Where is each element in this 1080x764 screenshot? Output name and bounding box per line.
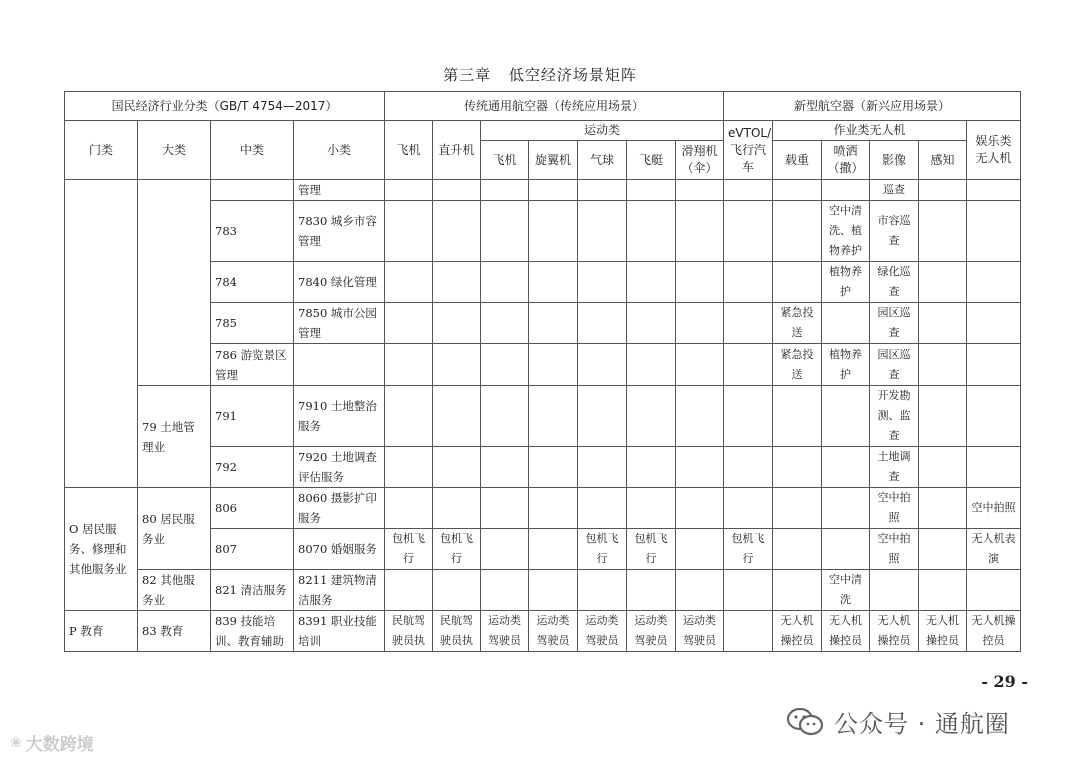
header-cargo: 载重: [773, 141, 822, 180]
watermark-right: [786, 704, 1010, 739]
cell-airship: [627, 303, 676, 344]
cell-zhong: 792: [211, 447, 294, 488]
chapter-label: 第三章: [443, 66, 492, 84]
cell-plane: 民航驾驶员执: [385, 611, 433, 652]
header-drone-ent: [967, 121, 1021, 180]
cell-plane: [385, 447, 433, 488]
cell-rotor: [529, 180, 578, 201]
header-evtol: [724, 121, 773, 180]
cell-heli: [433, 386, 481, 447]
cell-balloon: [578, 303, 627, 344]
cell-ent: 空中拍照: [967, 488, 1021, 529]
cell-airship: [627, 488, 676, 529]
cell-image: 开发勘测、监查: [870, 386, 919, 447]
cell-evtol: [724, 386, 773, 447]
cell-sense: [919, 570, 967, 611]
header-heli: 直升机: [433, 121, 481, 180]
cell-zhong: 839 技能培训、教育辅助: [211, 611, 294, 652]
cell-ent: [967, 447, 1021, 488]
cell-rotor: 运动类驾驶员: [529, 611, 578, 652]
header-new: 新型航空器（新兴应用场景）: [724, 92, 1021, 121]
cell-da: 79 土地管理业: [138, 386, 211, 488]
cell-spray: [822, 488, 870, 529]
cell-sport-plane: 运动类驾驶员: [481, 611, 529, 652]
watermark-left: [10, 730, 94, 755]
table-row: [65, 570, 1021, 611]
cell-spray: [822, 386, 870, 447]
cell-xiao: 7840 绿化管理: [294, 262, 385, 303]
table-row: [65, 488, 1021, 529]
cell-cargo: [773, 386, 822, 447]
cell-cargo: 无人机操控员: [773, 611, 822, 652]
header-sense: 感知: [919, 141, 967, 180]
cell-balloon: [578, 488, 627, 529]
header-glider: [676, 141, 724, 180]
cell-heli: 民航驾驶员执: [433, 611, 481, 652]
header-rotor: 旋翼机: [529, 141, 578, 180]
cell-sense: [919, 262, 967, 303]
cell-airship: 运动类驾驶员: [627, 611, 676, 652]
cell-image: 空中拍照: [870, 529, 919, 570]
cell-sport-plane: [481, 488, 529, 529]
cell-men: O 居民服务、修理和其他服务业: [65, 488, 138, 611]
wechat-icon: [786, 707, 824, 737]
cell-evtol: [724, 570, 773, 611]
cell-zhong: 784: [211, 262, 294, 303]
cell-ent: [967, 201, 1021, 262]
cell-sport-plane: [481, 344, 529, 386]
cell-zhong: [211, 180, 294, 201]
cell-ent: [967, 344, 1021, 386]
cell-plane: [385, 262, 433, 303]
page-title: [0, 64, 1080, 85]
cell-sense: [919, 488, 967, 529]
cell-xiao: [294, 344, 385, 386]
cell-rotor: [529, 570, 578, 611]
cell-cargo: [773, 447, 822, 488]
brand-logo-icon: ❀: [10, 734, 22, 751]
header-evtol-line1: eVTOL/: [728, 125, 772, 140]
cell-glider: [676, 303, 724, 344]
cell-sport-plane: [481, 262, 529, 303]
header-spray-line1: 喷洒: [833, 144, 858, 158]
cell-heli: [433, 344, 481, 386]
cell-glider: [676, 386, 724, 447]
cell-plane: 包机飞行: [385, 529, 433, 570]
cell-ent: 无人机操控员: [967, 611, 1021, 652]
cell-xiao: 8060 摄影扩印服务: [294, 488, 385, 529]
cell-glider: [676, 488, 724, 529]
cell-airship: [627, 201, 676, 262]
cell-cargo: [773, 570, 822, 611]
header-sport: 运动类: [481, 121, 724, 141]
cell-sense: [919, 303, 967, 344]
table-row: [65, 611, 1021, 652]
cell-zhong: 821 清洁服务: [211, 570, 294, 611]
cell-heli: 包机飞行: [433, 529, 481, 570]
cell-balloon: 包机飞行: [578, 529, 627, 570]
cell-balloon: [578, 570, 627, 611]
cell-rotor: [529, 303, 578, 344]
cell-plane: [385, 344, 433, 386]
cell-airship: [627, 344, 676, 386]
cell-sense: [919, 201, 967, 262]
header-xiao: 小类: [294, 121, 385, 180]
cell-balloon: [578, 262, 627, 303]
cell-sport-plane: [481, 180, 529, 201]
cell-spray: [822, 529, 870, 570]
cell-plane: [385, 180, 433, 201]
table-row: [65, 386, 1021, 447]
cell-spray: 空中清洗: [822, 570, 870, 611]
cell-sport-plane: [481, 570, 529, 611]
cell-image: 土地调查: [870, 447, 919, 488]
cell-airship: [627, 570, 676, 611]
cell-balloon: [578, 386, 627, 447]
cell-cargo: [773, 262, 822, 303]
header-glider-line1: 滑翔机: [681, 144, 718, 158]
cell-airship: [627, 447, 676, 488]
cell-cargo: [773, 180, 822, 201]
cell-xiao: 7830 城乡市容管理: [294, 201, 385, 262]
cell-da: 80 居民服务业: [138, 488, 211, 570]
scenario-matrix-table: [64, 91, 1021, 652]
header-plane: 飞机: [385, 121, 433, 180]
cell-glider: [676, 447, 724, 488]
cell-heli: [433, 303, 481, 344]
cell-zhong: 786 游览景区管理: [211, 344, 294, 386]
cell-sport-plane: [481, 201, 529, 262]
cell-sport-plane: [481, 303, 529, 344]
cell-cargo: [773, 488, 822, 529]
header-drone-work: 作业类无人机: [773, 121, 967, 141]
cell-rotor: [529, 262, 578, 303]
cell-plane: [385, 303, 433, 344]
cell-evtol: [724, 262, 773, 303]
cell-spray: 无人机操控员: [822, 611, 870, 652]
header-men: 门类: [65, 121, 138, 180]
cell-heli: [433, 262, 481, 303]
cell-glider: [676, 201, 724, 262]
cell-xiao: 8211 建筑物清洁服务: [294, 570, 385, 611]
cell-image: [870, 570, 919, 611]
header-da: 大类: [138, 121, 211, 180]
header-drone-ent-line2: 无人机: [975, 151, 1012, 165]
cell-zhong: 785: [211, 303, 294, 344]
cell-spray: 植物养护: [822, 344, 870, 386]
cell-image: 园区巡查: [870, 344, 919, 386]
cell-spray: 空中清洗、植物养护: [822, 201, 870, 262]
cell-image: 绿化巡查: [870, 262, 919, 303]
cell-xiao: 8070 婚姻服务: [294, 529, 385, 570]
cell-zhong: 791: [211, 386, 294, 447]
cell-heli: [433, 447, 481, 488]
cell-cargo: [773, 201, 822, 262]
cell-image: 空中拍照: [870, 488, 919, 529]
cell-rotor: [529, 344, 578, 386]
cell-da: 82 其他服务业: [138, 570, 211, 611]
cell-heli: [433, 570, 481, 611]
table-row: [65, 180, 1021, 201]
cell-sense: [919, 529, 967, 570]
cell-glider: 运动类驾驶员: [676, 611, 724, 652]
cell-spray: [822, 303, 870, 344]
cell-airship: 包机飞行: [627, 529, 676, 570]
cell-balloon: [578, 447, 627, 488]
cell-glider: [676, 570, 724, 611]
cell-airship: [627, 180, 676, 201]
cell-da: 83 教育: [138, 611, 211, 652]
header-image: 影像: [870, 141, 919, 180]
page-number: - 29 -: [981, 672, 1028, 691]
cell-ent: [967, 262, 1021, 303]
header-classification: 国民经济行业分类（GB/T 4754—2017）: [65, 92, 385, 121]
cell-ent: [967, 303, 1021, 344]
cell-balloon: [578, 201, 627, 262]
cell-xiao: 8391 职业技能培训: [294, 611, 385, 652]
cell-ent: [967, 570, 1021, 611]
header-balloon: 气球: [578, 141, 627, 180]
header-spray-line2: （撒）: [827, 161, 864, 175]
cell-spray: [822, 447, 870, 488]
cell-ent: [967, 386, 1021, 447]
cell-rotor: [529, 529, 578, 570]
cell-image: 巡查: [870, 180, 919, 201]
cell-evtol: 包机飞行: [724, 529, 773, 570]
watermark-right-text: 公众号 · 通航圈: [834, 710, 1010, 738]
cell-rotor: [529, 488, 578, 529]
cell-evtol: [724, 488, 773, 529]
cell-sport-plane: [481, 386, 529, 447]
cell-image: 园区巡查: [870, 303, 919, 344]
cell-evtol: [724, 201, 773, 262]
cell-evtol: [724, 344, 773, 386]
header-spray: [822, 141, 870, 180]
cell-zhong: 807: [211, 529, 294, 570]
cell-sport-plane: [481, 447, 529, 488]
cell-xiao: 7850 城市公园管理: [294, 303, 385, 344]
cell-rotor: [529, 386, 578, 447]
watermark-left-text: 大数跨境: [25, 735, 94, 755]
cell-airship: [627, 262, 676, 303]
cell-xiao: 管理: [294, 180, 385, 201]
cell-balloon: [578, 344, 627, 386]
cell-plane: [385, 570, 433, 611]
cell-cargo: 紧急投送: [773, 303, 822, 344]
cell-balloon: 运动类驾驶员: [578, 611, 627, 652]
cell-sense: [919, 386, 967, 447]
cell-ent: 无人机表演: [967, 529, 1021, 570]
cell-evtol: [724, 180, 773, 201]
cell-evtol: [724, 447, 773, 488]
cell-glider: [676, 344, 724, 386]
cell-spray: 植物养护: [822, 262, 870, 303]
cell-da: [138, 180, 211, 386]
cell-sense: 无人机操控员: [919, 611, 967, 652]
cell-heli: [433, 488, 481, 529]
cell-airship: [627, 386, 676, 447]
cell-plane: [385, 201, 433, 262]
cell-sense: [919, 180, 967, 201]
header-drone-ent-line1: 娱乐类: [975, 134, 1012, 148]
cell-glider: [676, 262, 724, 303]
cell-men: P 教育: [65, 611, 138, 652]
header-sport-plane: 飞机: [481, 141, 529, 180]
cell-cargo: [773, 529, 822, 570]
cell-sport-plane: [481, 529, 529, 570]
cell-glider: [676, 529, 724, 570]
header-traditional: 传统通用航空器（传统应用场景）: [385, 92, 724, 121]
cell-balloon: [578, 180, 627, 201]
cell-ent: [967, 180, 1021, 201]
cell-spray: [822, 180, 870, 201]
cell-heli: [433, 180, 481, 201]
cell-glider: [676, 180, 724, 201]
cell-image: 市容巡查: [870, 201, 919, 262]
cell-sense: [919, 447, 967, 488]
header-zhong: 中类: [211, 121, 294, 180]
header-airship: 飞艇: [627, 141, 676, 180]
cell-plane: [385, 386, 433, 447]
header-glider-line2: （伞）: [681, 161, 718, 175]
cell-rotor: [529, 447, 578, 488]
cell-evtol: [724, 303, 773, 344]
cell-zhong: 783: [211, 201, 294, 262]
cell-image: 无人机操控员: [870, 611, 919, 652]
cell-plane: [385, 488, 433, 529]
cell-xiao: 7920 土地调查评估服务: [294, 447, 385, 488]
cell-rotor: [529, 201, 578, 262]
cell-sense: [919, 344, 967, 386]
cell-zhong: 806: [211, 488, 294, 529]
cell-heli: [433, 201, 481, 262]
cell-evtol: [724, 611, 773, 652]
cell-men: [65, 180, 138, 488]
chapter-title: 低空经济场景矩阵: [508, 66, 637, 84]
cell-cargo: 紧急投送: [773, 344, 822, 386]
cell-xiao: 7910 土地整治服务: [294, 386, 385, 447]
header-evtol-line2: 飞行汽车: [730, 142, 767, 174]
